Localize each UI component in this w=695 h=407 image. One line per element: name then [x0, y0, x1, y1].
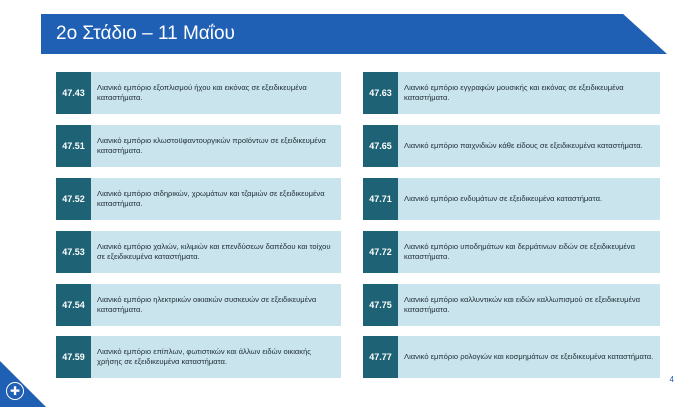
activity-item: [363, 178, 660, 220]
activity-description: Λιανικό εμπόριο καλλυντικών και ειδών καλλωπισμού σε εξειδικευμένα καταστήματα.: [404, 294, 641, 314]
activity-item: [363, 231, 660, 273]
activity-item: [56, 284, 341, 326]
activity-description: Λιανικό εμπόριο χαλιών, κιλιμιών και επενδύσεων δαπέδου και τοίχου σε εξειδικευμένα καταστήματα.: [97, 241, 331, 261]
activity-code: 47.51: [56, 125, 91, 167]
activity-item: [363, 336, 660, 378]
activity-item: [56, 336, 341, 378]
activity-description: Λιανικό εμπόριο κλωστοϋφαντουργικών προϊόντων σε εξειδικευμένα καταστήματα.: [97, 135, 326, 155]
activity-description: Λιανικό εμπόριο υποδημάτων και δερμάτινων ειδών σε εξειδικευμένα καταστήματα.: [404, 241, 635, 261]
activity-description: Λιανικό εμπόριο επίπλων, φωτιστικών και άλλων ειδών οικιακής χρήσης σε εξειδικευμένα καταστήματα.: [97, 346, 311, 366]
activity-description: Λιανικό εμπόριο σιδηρικών, χρωμάτων και τζαμιών σε εξειδικευμένα καταστήματα.: [97, 188, 325, 208]
activity-description: Λιανικό εμπόριο ηλεκτρικών οικιακών συσκευών σε εξειδικευμένα καταστήματα.: [97, 294, 317, 314]
activity-item: [56, 125, 341, 167]
government-emblem-icon: ✚: [6, 382, 24, 400]
activity-code: 47.71: [363, 178, 398, 220]
activity-description: Λιανικό εμπόριο εγγραφών μουσικής και εικόνας σε εξειδικευμένα καταστήματα.: [404, 82, 624, 102]
activity-description: Λιανικό εμπόριο εξοπλισμού ήχου και εικόνας σε εξειδικευμένα καταστήματα.: [97, 82, 307, 102]
activity-code: 47.72: [363, 231, 398, 273]
page-number: 4: [669, 375, 674, 384]
activity-description: Λιανικό εμπόριο παιχνιδιών κάθε είδους σε εξειδικευμένα καταστήματα.: [404, 140, 643, 150]
activity-description: Λιανικό εμπόριο ενδυμάτων σε εξειδικευμένα καταστήματα.: [404, 193, 603, 203]
activity-code: 47.65: [363, 125, 398, 167]
activity-item: [56, 72, 341, 114]
activity-item: [363, 72, 660, 114]
activity-code: 47.43: [56, 72, 91, 114]
activity-code: 47.75: [363, 284, 398, 326]
activity-description: Λιανικό εμπόριο ρολογιών και κοσμημάτων σε εξειδικευμένα καταστήματα.: [404, 351, 654, 361]
page-title: 2ο Στάδιο – 11 Μαΐου: [56, 23, 235, 44]
activity-code: 47.52: [56, 178, 91, 220]
activity-code: 47.63: [363, 72, 398, 114]
activity-code: 47.77: [363, 336, 398, 378]
activity-code: 47.53: [56, 231, 91, 273]
activity-code: 47.54: [56, 284, 91, 326]
activity-code: 47.59: [56, 336, 91, 378]
corner-triangle: [0, 361, 46, 407]
activity-item: [56, 178, 341, 220]
activity-item: [363, 125, 660, 167]
activity-item: [56, 231, 341, 273]
activity-item: [363, 284, 660, 326]
